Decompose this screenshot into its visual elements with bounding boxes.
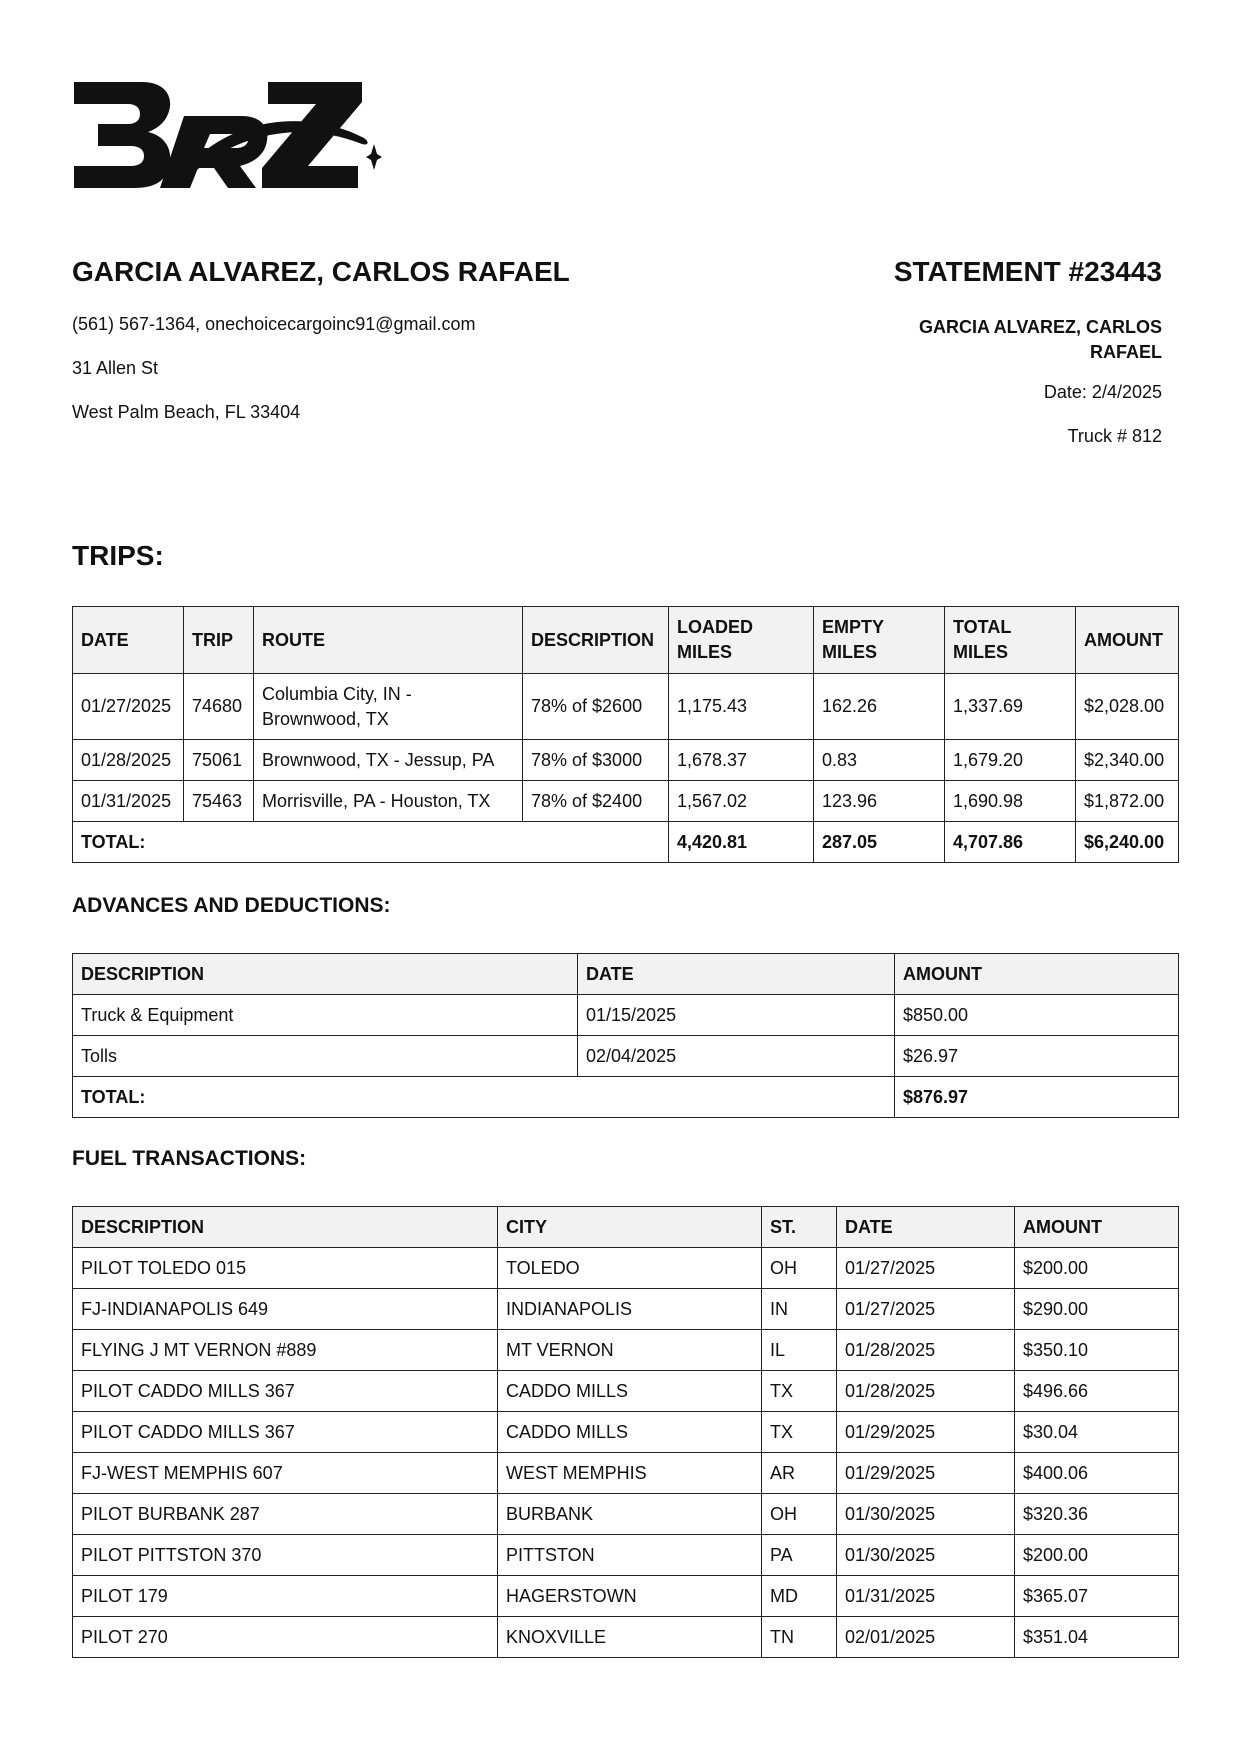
col-header: DATE: [837, 1207, 1015, 1248]
cell: PILOT 179: [73, 1576, 498, 1617]
cell: $1,872.00: [1076, 781, 1179, 822]
cell: MD: [762, 1576, 837, 1617]
cell: 02/01/2025: [837, 1617, 1015, 1658]
table-row: [73, 1617, 1179, 1658]
col-header: CITY: [498, 1207, 762, 1248]
driver-city: West Palm Beach, FL 33404: [72, 402, 301, 422]
col-header: TRIP: [184, 607, 254, 674]
cell: 01/27/2025: [837, 1248, 1015, 1289]
cell: FLYING J MT VERNON #889: [73, 1330, 498, 1371]
trips-title: TRIPS:: [72, 540, 164, 571]
cell: 01/28/2025: [73, 740, 184, 781]
fuel-title: FUEL TRANSACTIONS:: [72, 1147, 307, 1170]
total-loaded: 4,420.81: [669, 822, 814, 863]
cell: PILOT CADDO MILLS 367: [73, 1412, 498, 1453]
brz-logo-icon: [72, 80, 382, 192]
cell: 75061: [184, 740, 254, 781]
cell: Morrisville, PA - Houston, TX: [254, 781, 523, 822]
cell: PA: [762, 1535, 837, 1576]
cell: FJ-INDIANAPOLIS 649: [73, 1289, 498, 1330]
advances-table: [72, 953, 1179, 1118]
cell: 78% of $2400: [523, 781, 669, 822]
table-header-row: [73, 1207, 1179, 1248]
table-row: [73, 674, 1179, 740]
cell: PILOT TOLEDO 015: [73, 1248, 498, 1289]
cell: $496.66: [1015, 1371, 1179, 1412]
cell: FJ-WEST MEMPHIS 607: [73, 1453, 498, 1494]
cell: Tolls: [73, 1036, 578, 1077]
advances-title: ADVANCES AND DEDUCTIONS:: [72, 894, 391, 917]
cell: HAGERSTOWN: [498, 1576, 762, 1617]
cell: TX: [762, 1371, 837, 1412]
cell: Brownwood, TX - Jessup, PA: [254, 740, 523, 781]
table-row: [73, 1453, 1179, 1494]
cell: 1,679.20: [945, 740, 1076, 781]
cell: PILOT PITTSTON 370: [73, 1535, 498, 1576]
cell: 01/28/2025: [837, 1330, 1015, 1371]
cell: 162.26: [814, 674, 945, 740]
table-row: [73, 1036, 1179, 1077]
cell: 01/30/2025: [837, 1535, 1015, 1576]
col-header: AMOUNT: [1015, 1207, 1179, 1248]
col-header: DESCRIPTION: [523, 607, 669, 674]
col-header: DESCRIPTION: [73, 954, 578, 995]
truck-number: Truck # 812: [1067, 426, 1162, 446]
table-row: [73, 995, 1179, 1036]
table-row: [73, 1494, 1179, 1535]
cell: CADDO MILLS: [498, 1371, 762, 1412]
col-header: DATE: [578, 954, 895, 995]
total-empty: 287.05: [814, 822, 945, 863]
fuel-table: [72, 1206, 1179, 1658]
cell: TN: [762, 1617, 837, 1658]
statement-number: STATEMENT #23443: [893, 256, 1162, 287]
statement-page: [72, 0, 1178, 1754]
cell: WEST MEMPHIS: [498, 1453, 762, 1494]
table-row: [73, 1576, 1179, 1617]
cell: OH: [762, 1494, 837, 1535]
col-header: TOTAL MILES: [945, 607, 1076, 674]
cell: 1,337.69: [945, 674, 1076, 740]
cell: 01/30/2025: [837, 1494, 1015, 1535]
cell: $26.97: [895, 1036, 1179, 1077]
cell: 01/27/2025: [73, 674, 184, 740]
cell: 1,567.02: [669, 781, 814, 822]
cell: PITTSTON: [498, 1535, 762, 1576]
cell: PILOT BURBANK 287: [73, 1494, 498, 1535]
cell: PILOT 270: [73, 1617, 498, 1658]
table-row: [73, 1330, 1179, 1371]
cell: OH: [762, 1248, 837, 1289]
cell: 1,678.37: [669, 740, 814, 781]
cell: 01/29/2025: [837, 1412, 1015, 1453]
cell: 78% of $3000: [523, 740, 669, 781]
cell: 123.96: [814, 781, 945, 822]
cell: Columbia City, IN - Brownwood, TX: [254, 674, 523, 740]
total-row: [73, 822, 1179, 863]
table-row: [73, 740, 1179, 781]
col-header: AMOUNT: [895, 954, 1179, 995]
total-amount: $876.97: [895, 1077, 1179, 1118]
cell: IL: [762, 1330, 837, 1371]
cell: Truck & Equipment: [73, 995, 578, 1036]
cell: 74680: [184, 674, 254, 740]
cell: 0.83: [814, 740, 945, 781]
statement-date: Date: 2/4/2025: [1043, 382, 1162, 402]
cell: $200.00: [1015, 1535, 1179, 1576]
trips-table: [72, 606, 1179, 863]
driver-street: 31 Allen St: [72, 358, 159, 378]
total-amount: $6,240.00: [1076, 822, 1179, 863]
cell: PILOT CADDO MILLS 367: [73, 1371, 498, 1412]
total-label: TOTAL:: [73, 1077, 895, 1118]
table-row: [73, 1289, 1179, 1330]
total-row: [73, 1077, 1179, 1118]
cell: $290.00: [1015, 1289, 1179, 1330]
col-header: DATE: [73, 607, 184, 674]
col-header: ROUTE: [254, 607, 523, 674]
cell: $320.36: [1015, 1494, 1179, 1535]
driver-contact: (561) 567-1364, onechoicecargoinc91@gmail.com: [72, 314, 476, 334]
cell: BURBANK: [498, 1494, 762, 1535]
statement-info: [742, 255, 1162, 446]
cell: $400.06: [1015, 1453, 1179, 1494]
col-header: EMPTY MILES: [814, 607, 945, 674]
cell: 01/28/2025: [837, 1371, 1015, 1412]
cell: CADDO MILLS: [498, 1412, 762, 1453]
col-header: AMOUNT: [1076, 607, 1179, 674]
cell: $2,340.00: [1076, 740, 1179, 781]
total-label: TOTAL:: [73, 822, 669, 863]
table-row: [73, 1412, 1179, 1453]
cell: $850.00: [895, 995, 1179, 1036]
cell: $365.07: [1015, 1576, 1179, 1617]
cell: MT VERNON: [498, 1330, 762, 1371]
driver-info: [72, 255, 712, 422]
cell: IN: [762, 1289, 837, 1330]
cell: 01/31/2025: [837, 1576, 1015, 1617]
cell: INDIANAPOLIS: [498, 1289, 762, 1330]
cell: TX: [762, 1412, 837, 1453]
cell: 75463: [184, 781, 254, 822]
cell: $30.04: [1015, 1412, 1179, 1453]
cell: $200.00: [1015, 1248, 1179, 1289]
table-header-row: [73, 607, 1179, 674]
table-row: [73, 1248, 1179, 1289]
table-row: [73, 1371, 1179, 1412]
cell: 78% of $2600: [523, 674, 669, 740]
total-miles: 4,707.86: [945, 822, 1076, 863]
driver-name: GARCIA ALVAREZ, CARLOS RAFAEL: [72, 256, 570, 287]
cell: $350.10: [1015, 1330, 1179, 1371]
col-header: DESCRIPTION: [73, 1207, 498, 1248]
cell: 01/15/2025: [578, 995, 895, 1036]
cell: KNOXVILLE: [498, 1617, 762, 1658]
cell: $2,028.00: [1076, 674, 1179, 740]
table-row: [73, 1535, 1179, 1576]
cell: 1,175.43: [669, 674, 814, 740]
cell: 01/29/2025: [837, 1453, 1015, 1494]
cell: 01/31/2025: [73, 781, 184, 822]
col-header: LOADED MILES: [669, 607, 814, 674]
cell: $351.04: [1015, 1617, 1179, 1658]
table-row: [73, 781, 1179, 822]
cell: TOLEDO: [498, 1248, 762, 1289]
col-header: ST.: [762, 1207, 837, 1248]
cell: 02/04/2025: [578, 1036, 895, 1077]
cell: 01/27/2025: [837, 1289, 1015, 1330]
cell: AR: [762, 1453, 837, 1494]
table-header-row: [73, 954, 1179, 995]
bill-to-name: GARCIA ALVAREZ, CARLOS RAFAEL: [919, 317, 1162, 362]
cell: 1,690.98: [945, 781, 1076, 822]
